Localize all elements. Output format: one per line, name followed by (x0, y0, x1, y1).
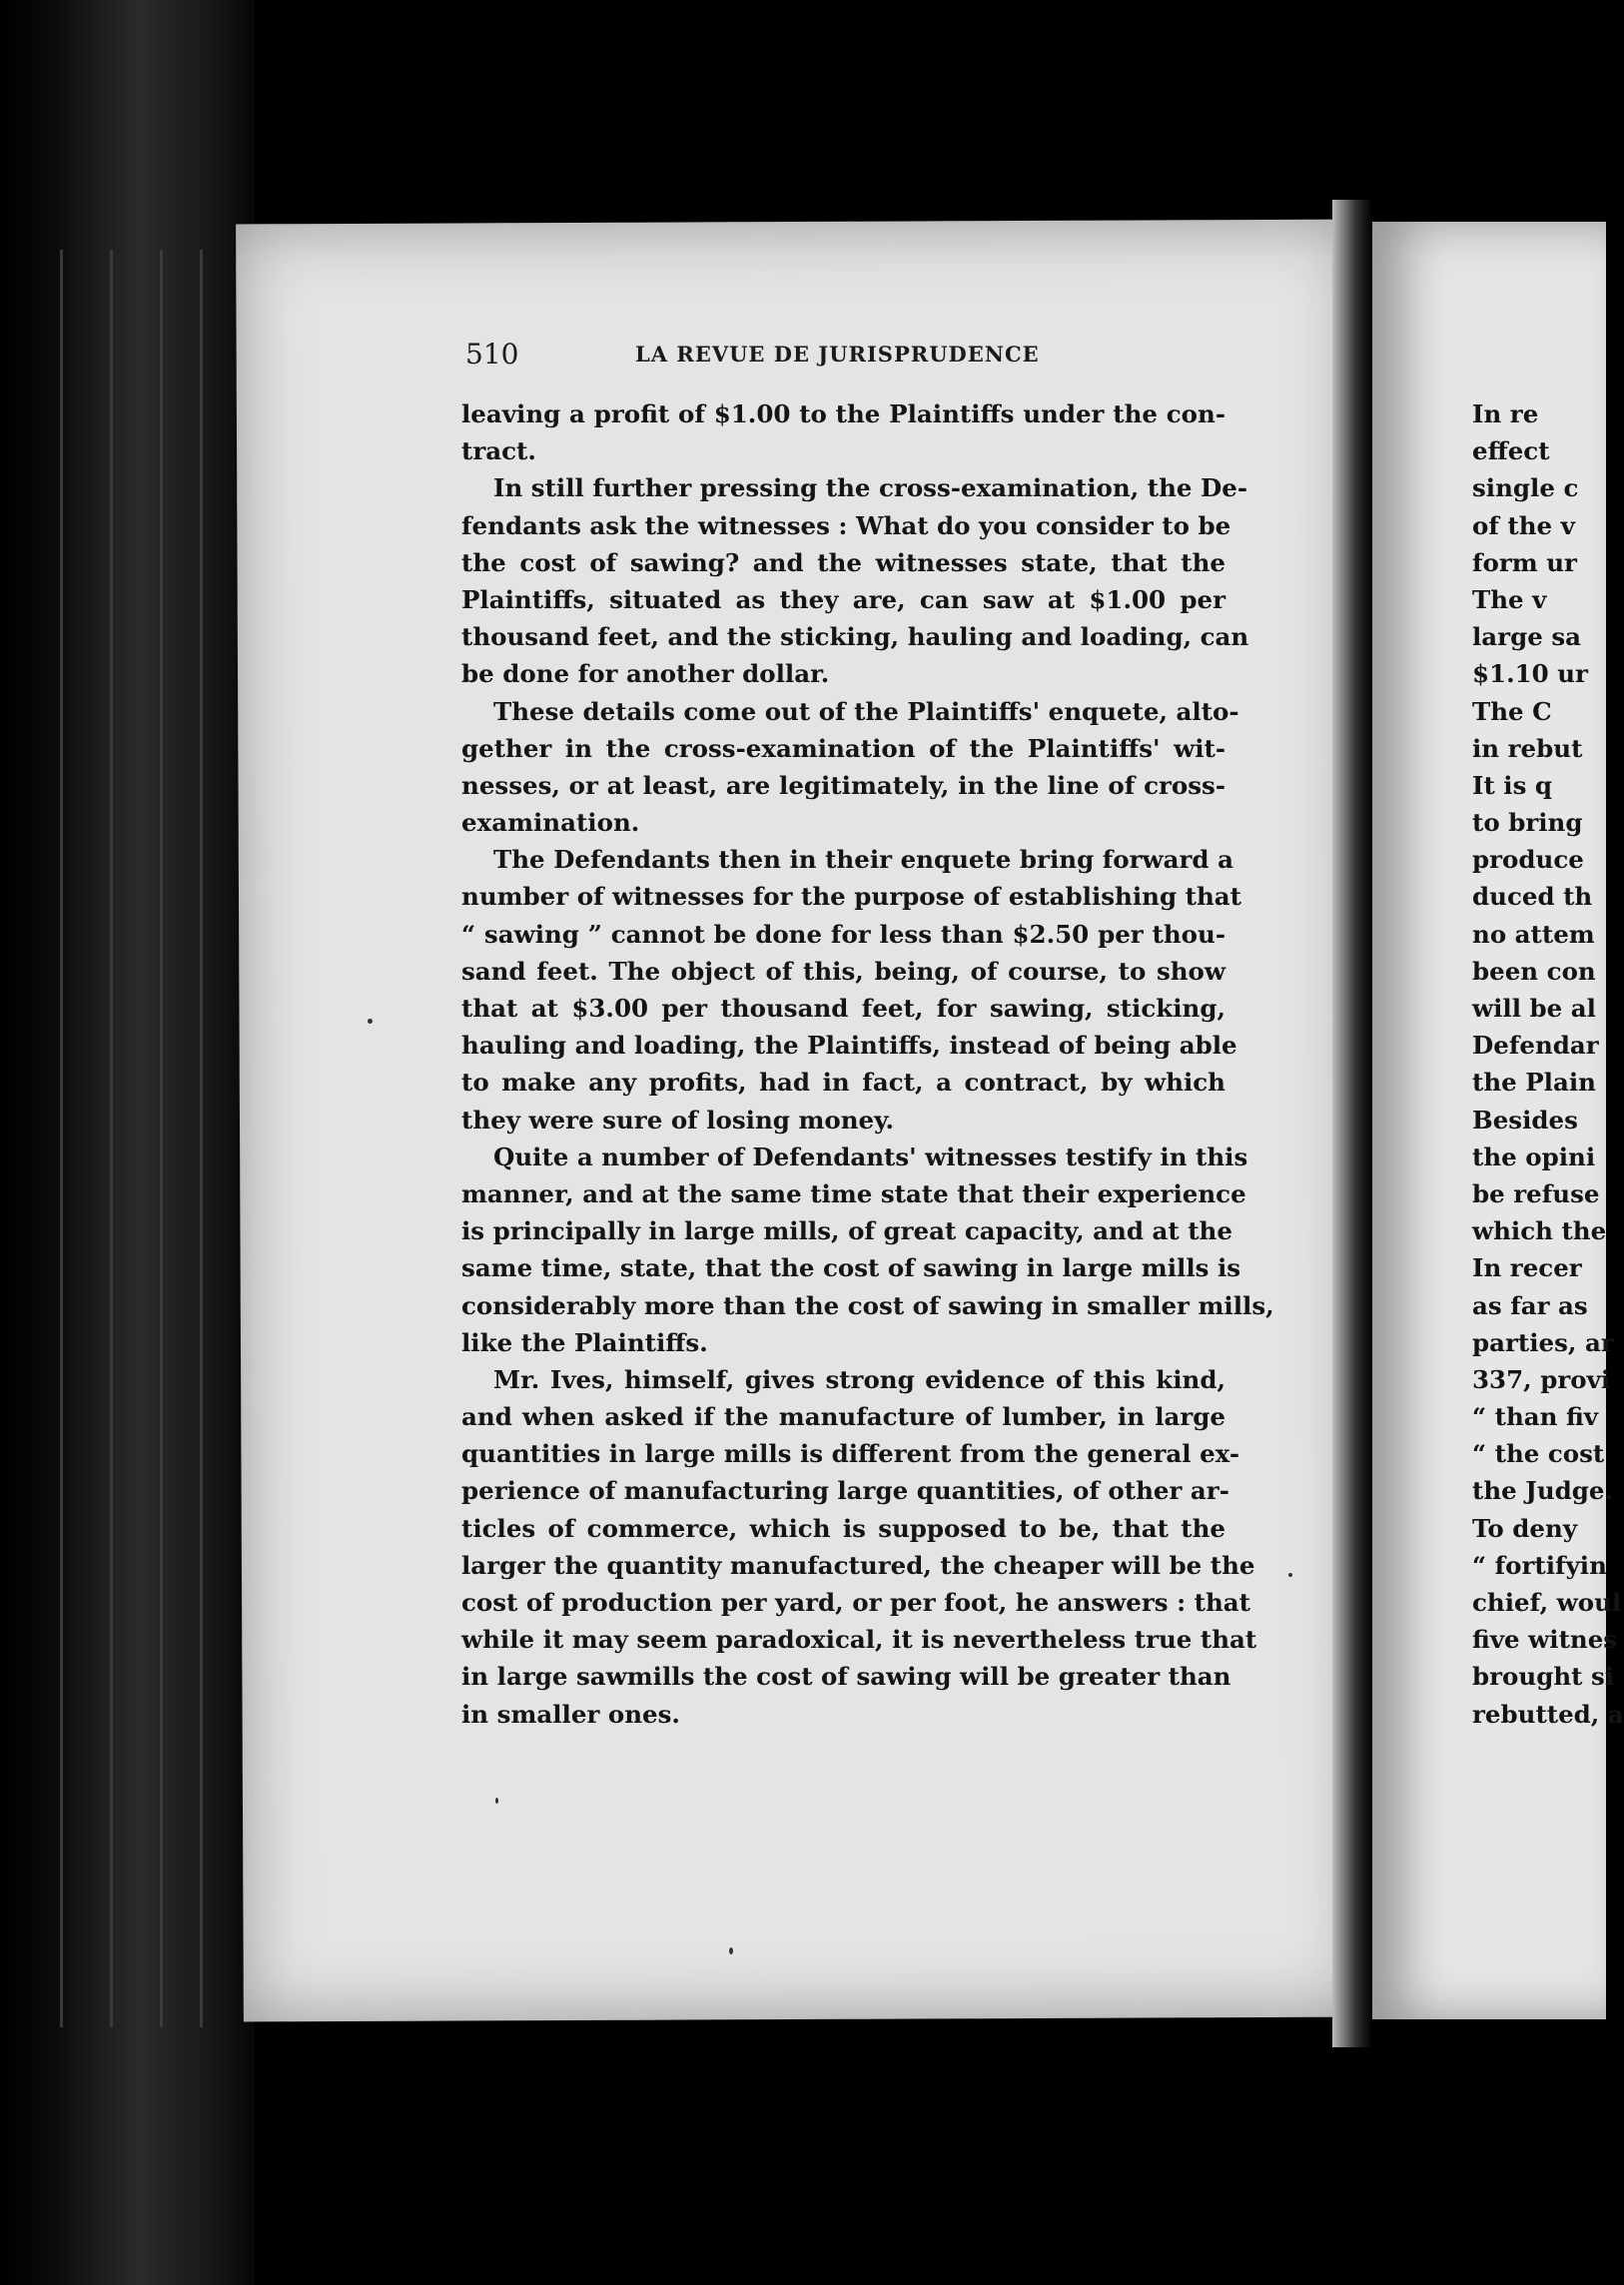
scan-speck (368, 1019, 373, 1024)
text-line: In recer (1472, 1253, 1582, 1283)
text-line: In still further pressing the cross-examination, the De- (493, 473, 1248, 503)
text-line: rebutted, a (1472, 1699, 1624, 1729)
text-line: the Judge. (1472, 1476, 1614, 1506)
text-line: and when asked if the manufacture of lumber, in large (461, 1402, 1225, 1432)
text-line: large sa (1472, 622, 1582, 652)
text-line: Quite a number of Defendants' witnesses testify in this (493, 1142, 1248, 1171)
text-line: as far as (1472, 1290, 1588, 1320)
text-line: the cost of sawing? and the witnesses state, that the (461, 547, 1225, 577)
text-line: gether in the cross-examination of the Plaintiffs' wit- (461, 733, 1225, 763)
text-line: form ur (1472, 547, 1577, 577)
text-line: to bring (1472, 808, 1583, 838)
text-line: leaving a profit of $1.00 to the Plaintiffs under the con- (461, 399, 1225, 428)
text-line: which the (1472, 1216, 1607, 1246)
scan-speck (495, 1798, 498, 1804)
text-line: The C (1472, 696, 1552, 726)
text-line: nesses, or at least, are legitimately, in the line of cross- (461, 770, 1225, 800)
page-edge-line (160, 250, 163, 2027)
text-line: The Defendants then in their enquete bring forward a (493, 845, 1233, 875)
page-edge-line (60, 250, 63, 2027)
text-line: 337, provi (1472, 1364, 1611, 1394)
text-line: produce (1472, 845, 1584, 875)
text-line: like the Plaintiffs. (461, 1327, 708, 1357)
text-line: quantities in large mills is different from the general ex- (461, 1439, 1240, 1469)
text-line: Defendar (1472, 1031, 1599, 1061)
text-line: $1.10 ur (1472, 659, 1588, 689)
text-line: manner, and at the same time state that their experience (461, 1178, 1246, 1208)
text-line: ticles of commerce, which is supposed to be, that the (461, 1513, 1225, 1543)
text-line: hauling and loading, the Plaintiffs, instead of being able (461, 1031, 1237, 1061)
text-line: Mr. Ives, himself, gives strong evidence of this kind, (493, 1364, 1225, 1394)
scan-speck (1288, 1573, 1292, 1577)
text-line: be done for another dollar. (461, 659, 830, 689)
page-edges (0, 0, 255, 2285)
text-line: number of witnesses for the purpose of establishing that (461, 882, 1241, 912)
page-number: 510 (465, 338, 519, 371)
text-line: thousand feet, and the sticking, hauling and loading, can (461, 622, 1249, 652)
text-line: been con (1472, 956, 1596, 986)
text-line: in smaller ones. (461, 1699, 680, 1729)
text-line: Besides (1472, 1105, 1578, 1135)
text-line: five witnes (1472, 1625, 1618, 1655)
running-title: LA REVUE DE JURISPRUDENCE (635, 342, 1040, 367)
text-line: “ fortifyin (1472, 1550, 1607, 1580)
text-line: To deny (1472, 1513, 1578, 1543)
text-line: be refuse (1472, 1178, 1600, 1208)
text-line: while it may seem paradoxical, it is nevertheless true that (461, 1625, 1257, 1655)
text-line: duced th (1472, 882, 1593, 912)
text-line: sand feet. The object of this, being, of course, to show (461, 956, 1225, 986)
text-line: “ than fiv (1472, 1402, 1599, 1432)
book-gutter (1332, 200, 1372, 2047)
text-line: tract. (461, 436, 536, 466)
left-page-body (461, 395, 1274, 1733)
page-header (465, 338, 1065, 378)
text-line: of the v (1472, 510, 1575, 540)
text-line: fendants ask the witnesses : What do you consider to be (461, 510, 1231, 540)
page-edge-line (200, 250, 203, 2027)
text-line: parties, ar (1472, 1327, 1614, 1357)
page-edge-line (110, 250, 113, 2027)
text-line: It is q (1472, 770, 1553, 800)
text-line: that at $3.00 per thousand feet, for sawing, sticking, (461, 994, 1225, 1023)
right-page-body (1472, 395, 1624, 1733)
text-line: “ sawing ” cannot be done for less than $2.50 per thou- (461, 919, 1225, 949)
text-line: perience of manufacturing large quantities, of other ar- (461, 1476, 1229, 1506)
text-line: effect (1472, 436, 1550, 466)
text-line: considerably more than the cost of sawing in smaller mills, (461, 1290, 1274, 1320)
text-line: In re (1472, 399, 1539, 428)
text-line: chief, woul (1472, 1588, 1622, 1617)
text-line: in large sawmills the cost of sawing will be greater than (461, 1662, 1231, 1692)
scan-speck (729, 1947, 733, 1954)
text-line: in rebut (1472, 733, 1583, 763)
text-line: examination. (461, 808, 640, 838)
text-line: no attem (1472, 919, 1595, 949)
text-line: brought si (1472, 1662, 1615, 1692)
text-line: to make any profits, had in fact, a contract, by which (461, 1068, 1225, 1098)
text-line: the opini (1472, 1142, 1596, 1171)
text-line: These details come out of the Plaintiffs' enquete, alto- (493, 696, 1239, 726)
text-line: the Plain (1472, 1068, 1596, 1098)
text-line: is principally in large mills, of great capacity, and at the (461, 1216, 1232, 1246)
text-line: Plaintiffs, situated as they are, can saw at $1.00 per (461, 584, 1225, 614)
text-line: same time, state, that the cost of sawing in large mills is (461, 1253, 1241, 1283)
text-line: “ the cost (1472, 1439, 1605, 1469)
text-line: they were sure of losing money. (461, 1105, 895, 1135)
text-line: single c (1472, 473, 1579, 503)
text-line: larger the quantity manufactured, the cheaper will be the (461, 1550, 1255, 1580)
text-line: will be al (1472, 994, 1596, 1023)
text-line: The v (1472, 584, 1547, 614)
text-line: cost of production per yard, or per foot, he answers : that (461, 1588, 1250, 1617)
